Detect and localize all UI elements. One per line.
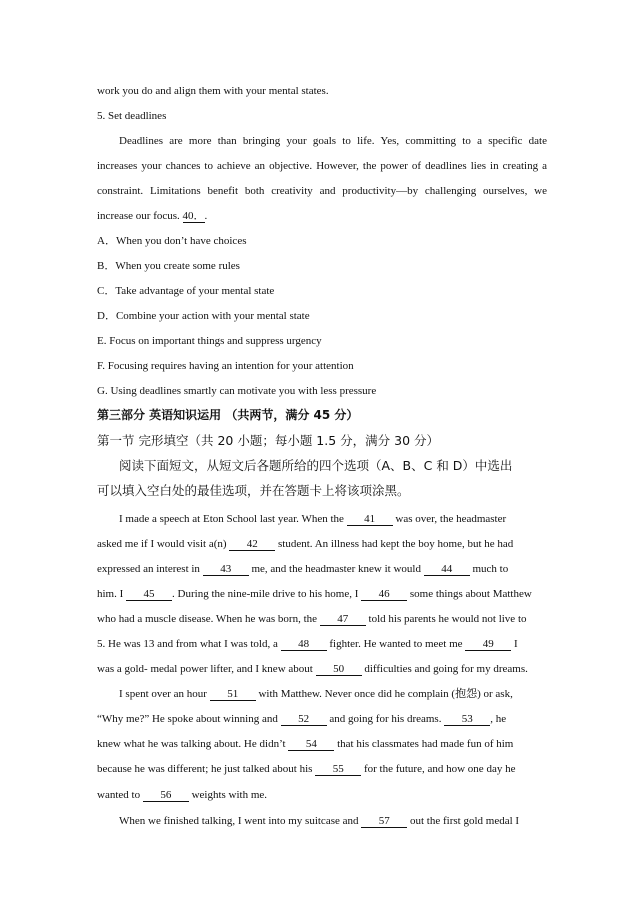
text-fragment: I spent over an hour	[119, 688, 207, 700]
text-fragment: asked me if I would visit a(n)	[97, 538, 227, 550]
text-fragment: out the first gold medal I	[410, 815, 520, 827]
text-fragment: told his parents he would not live to	[368, 613, 527, 625]
text-line: work you do and align them with your mental states.	[97, 85, 329, 97]
paragraph-line: Deadlines are more than bringing your goals to life. Yes, committing to a specific date	[119, 135, 547, 147]
option-f: F. Focusing requires having an intention for your attention	[97, 360, 354, 372]
text-fragment: who had a muscle disease. When he was born, the	[97, 613, 318, 625]
text-fragment: me, and the headmaster knew it would	[251, 563, 421, 575]
heading-set-deadlines: 5. Set deadlines	[97, 110, 167, 122]
text-fragment: wanted to	[97, 789, 141, 801]
cloze-line	[97, 737, 547, 751]
blank-43: 43	[203, 563, 249, 576]
blank-44: 44	[424, 563, 470, 576]
paragraph-line: constraint. Limitations benefit both creativity and productivity—by challenging ourselves, we	[97, 185, 547, 197]
cloze-line	[97, 788, 547, 802]
option-b: B．When you create some rules	[97, 260, 240, 272]
text-fragment: him. I	[97, 588, 124, 600]
blank-52: 52	[281, 713, 327, 726]
text-fragment: student. An illness had kept the boy home, but he had	[278, 538, 514, 550]
text-fragment: 5. He was 13 and from what I was told, a	[97, 638, 278, 650]
text-fragment: and going for his dreams.	[329, 713, 442, 725]
text-fragment: difficulties and going for my dreams.	[364, 663, 528, 675]
part3-heading: 第三部分 英语知识运用 （共两节，满分 45 分）	[97, 408, 359, 422]
option-e: E. Focus on important things and suppress urgency	[97, 335, 322, 347]
cloze-line	[97, 612, 547, 626]
blank-40: 40．	[182, 210, 205, 222]
text-fragment: .	[204, 210, 208, 222]
cloze-line	[97, 762, 547, 776]
text-fragment: “Why me?” He spoke about winning and	[97, 713, 278, 725]
blank-47: 47	[320, 613, 366, 626]
blank-48: 48	[281, 638, 327, 651]
cloze-line	[119, 512, 547, 526]
blank-45: 45	[126, 588, 172, 601]
text-fragment: was over, the headmaster	[395, 513, 507, 525]
text-fragment: . During the nine-mile drive to his home, I	[172, 588, 359, 600]
text-fragment: expressed an interest in	[97, 563, 200, 575]
text-fragment: with Matthew. Never once did he complain (抱怨) or ask,	[258, 688, 513, 700]
option-g: G. Using deadlines smartly can motivate you with less pressure	[97, 385, 377, 397]
option-a: A．When you don’t have choices	[97, 235, 247, 247]
text-fragment: weights with me.	[191, 789, 268, 801]
text-fragment: increase our focus.	[97, 210, 180, 222]
paragraph-line	[97, 209, 547, 223]
text-fragment: I	[514, 638, 518, 650]
text-fragment: that his classmates had made fun of him	[337, 738, 514, 750]
blank-51: 51	[210, 688, 256, 701]
cloze-line	[119, 687, 547, 701]
option-c: C．Take advantage of your mental state	[97, 285, 275, 297]
cloze-line	[97, 712, 547, 726]
blank-54: 54	[288, 738, 334, 751]
section1-heading: 第一节 完形填空（共 20 小题；每小题 1.5 分，满分 30 分）	[97, 433, 440, 448]
blank-55: 55	[315, 763, 361, 776]
cloze-line	[97, 637, 547, 651]
text-fragment: When we finished talking, I went into my suitcase and	[119, 815, 359, 827]
cloze-line	[119, 814, 547, 828]
instruction-line: 可以填入空白处的最佳选项，并在答题卡上将该项涂黑。	[97, 483, 410, 498]
cloze-line	[97, 662, 547, 676]
option-d: D．Combine your action with your mental state	[97, 310, 310, 322]
blank-46: 46	[361, 588, 407, 601]
instruction-line: 阅读下面短文，从短文后各题所给的四个选项（A、B、C 和 D）中选出	[119, 458, 513, 473]
text-fragment: fighter. He wanted to meet me	[329, 638, 463, 650]
text-fragment: some things about Matthew	[409, 588, 532, 600]
blank-53: 53	[444, 713, 490, 726]
blank-57: 57	[361, 815, 407, 828]
text-fragment: because he was different; he just talked about his	[97, 763, 313, 775]
cloze-line	[97, 587, 547, 601]
text-fragment: knew what he was talking about. He didn’t	[97, 738, 286, 750]
blank-50: 50	[316, 663, 362, 676]
blank-41: 41	[347, 513, 393, 526]
cloze-line	[97, 537, 547, 551]
blank-42: 42	[229, 538, 275, 551]
cloze-line	[97, 562, 547, 576]
text-fragment: much to	[472, 563, 509, 575]
text-fragment: was a gold- medal power lifter, and I knew about	[97, 663, 313, 675]
blank-49: 49	[465, 638, 511, 651]
paragraph-line: increases your chances to achieve an objective. However, the power of deadlines lies in creating a	[97, 160, 547, 172]
text-fragment: for the future, and how one day he	[363, 763, 516, 775]
text-fragment: I made a speech at Eton School last year. When the	[119, 513, 344, 525]
text-fragment: , he	[490, 713, 507, 725]
blank-56: 56	[143, 789, 189, 802]
